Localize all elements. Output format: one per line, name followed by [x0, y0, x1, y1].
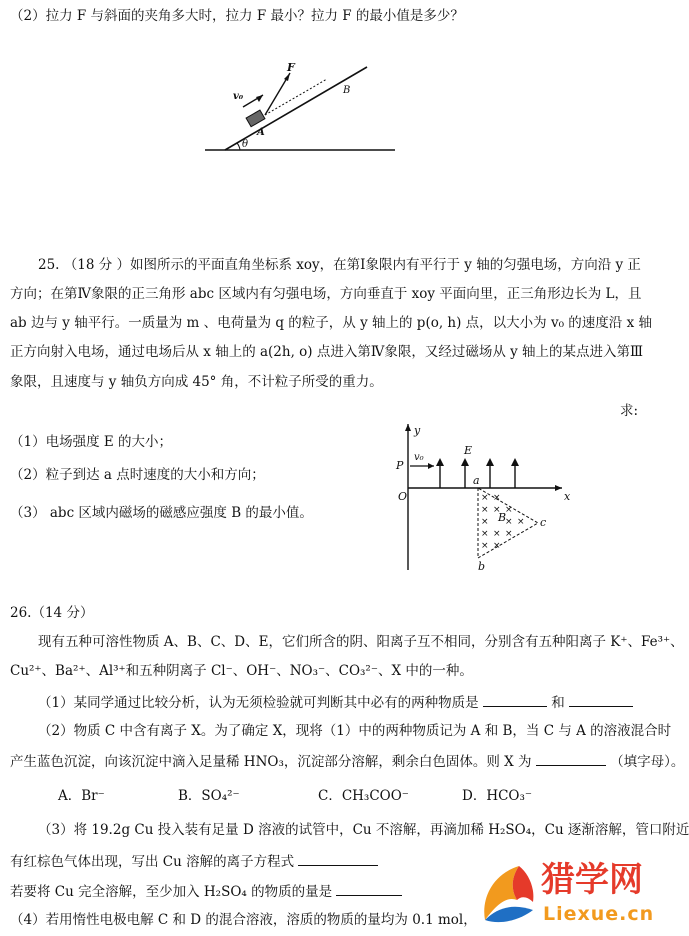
label-B: B	[343, 85, 351, 96]
q26-sub2-line2	[10, 751, 684, 772]
q26-sub2-text: 产生蓝色沉淀，向该沉淀中滴入足量稀 HNO₃，沉淀部分溶解，剩余白色固体。则 X 为	[10, 754, 532, 770]
svg-text:×: ×	[493, 541, 501, 551]
coordinate-figure	[390, 420, 580, 580]
answer-blank-5[interactable]	[336, 881, 402, 896]
label-F: F	[287, 61, 295, 74]
theta-arc	[237, 143, 240, 150]
dotted-extension	[265, 79, 327, 115]
q25-line5: 象限，且速度与 y 轴负方向成 45° 角，不计粒子所受的重力。	[10, 374, 383, 390]
liexue-watermark	[477, 860, 655, 932]
q26-sub3-line3	[10, 881, 402, 902]
q26-sub1-and: 和	[551, 695, 565, 711]
q26-heading: 26.（14 分）	[10, 605, 94, 621]
q25-ask: 求:	[620, 403, 639, 419]
watermark-url: Liexue.cn	[543, 903, 655, 925]
q25-line4: 正方向射入电场，通过电场后从 x 轴上的 a(2h, o) 点进入第Ⅳ象限，又经过磁场从 y 轴上的某点进入第Ⅲ	[10, 344, 644, 360]
answer-blank-1[interactable]	[483, 692, 547, 707]
answer-blank-3[interactable]	[536, 751, 606, 766]
q26-sub3-text: 有红棕色气体出现，写出 Cu 溶解的离子方程式	[10, 854, 295, 870]
svg-text:×: ×	[481, 505, 489, 515]
incline-surface	[225, 67, 367, 150]
svg-text:×: ×	[481, 493, 489, 503]
option-A: A．Br⁻	[58, 788, 105, 804]
label-O: O	[398, 490, 408, 503]
label-v0: v₀	[233, 91, 244, 102]
label-y: y	[414, 424, 421, 437]
svg-text:×: ×	[505, 529, 513, 539]
q26-sub1-text: （1）某同学通过比较分析，认为无须检验就可判断其中必有的两种物质是	[38, 695, 479, 711]
svg-text:×: ×	[493, 505, 501, 515]
watermark-name: 猎学网	[541, 860, 643, 900]
label-E: E	[464, 444, 473, 457]
svg-text:×: ×	[481, 529, 489, 539]
q25-sub1: （1）电场强度 E 的大小；	[10, 434, 173, 450]
q25-line1: 25. （18 分 ）如图所示的平面直角坐标系 xoy，在第Ⅰ象限内有平行于 y 轴的匀强电场，方向沿 y 正	[38, 257, 641, 273]
svg-text:×: ×	[493, 529, 501, 539]
answer-blank-2[interactable]	[569, 692, 633, 707]
q25-sub2: （2）粒子到达 a 点时速度的大小和方向；	[10, 467, 265, 483]
q25-line2: 方向；在第Ⅳ象限的正三角形 abc 区域内有匀强电场，方向垂直于 xoy 平面向里，正三角形边长为 L，且	[10, 286, 642, 302]
svg-text:×: ×	[505, 517, 513, 527]
label-theta: θ	[242, 139, 249, 150]
option-D: D．HCO₃⁻	[462, 788, 533, 804]
q26-sub3-line2	[10, 851, 378, 872]
svg-text:×: ×	[505, 505, 513, 515]
liexue-logo-icon	[477, 862, 539, 928]
svg-text:×: ×	[481, 517, 489, 527]
q25-line3: ab 边与 y 轴平行。一质量为 m 、电荷量为 q 的粒子，从 y 轴上的 p(o, h) 点，以大小为 v₀ 的速度沿 x 轴	[10, 315, 652, 331]
incline-figure	[195, 55, 395, 155]
q26-para1: 现有五种可溶性物质 A、B、C、D、E，它们所含的阴、阳离子互不相同，分别含有五种阳离子 K⁺、Fe³⁺、	[38, 634, 684, 650]
block-A	[246, 110, 265, 127]
label-v0: v₀	[414, 452, 424, 463]
label-c: c	[540, 516, 547, 529]
label-b: b	[478, 560, 486, 573]
answer-blank-4[interactable]	[298, 851, 378, 866]
q25-sub3: （3） abc 区域内磁场的磁感应强度 B 的最小值。	[10, 505, 313, 521]
q26-sub3-moles-text: 若要将 Cu 完全溶解，至少加入 H₂SO₄ 的物质的量是	[10, 884, 333, 900]
label-P: P	[396, 459, 404, 472]
label-A: A	[257, 127, 265, 138]
q26-sub4: （4）若用惰性电极电解 C 和 D 的混合溶液，溶质的物质的量均为 0.1 mol，	[10, 912, 477, 928]
option-C: C．CH₃COO⁻	[318, 788, 409, 804]
q26-sub2-tail: （填字母）。	[610, 754, 685, 770]
label-x: x	[564, 490, 571, 503]
label-a: a	[473, 474, 480, 487]
q26-sub3-line1: （3）将 19.2g Cu 投入装有足量 D 溶液的试管中，Cu 不溶解，再滴加稀 H₂SO₄，Cu 逐渐溶解，管口附近	[38, 822, 689, 838]
q26-sub1	[38, 692, 633, 713]
label-B: B	[498, 511, 507, 524]
option-B: B．SO₄²⁻	[178, 788, 240, 804]
svg-text:×: ×	[493, 493, 501, 503]
q24-part2: （2）拉力 F 与斜面的夹角多大时，拉力 F 最小？拉力 F 的最小值是多少？	[10, 8, 464, 24]
svg-text:×: ×	[517, 517, 525, 527]
svg-text:×: ×	[481, 541, 489, 551]
q26-sub2-line1: （2）物质 C 中含有离子 X。为了确定 X，现将（1）中的两种物质记为 A 和 B，当 C 与 A 的溶液混合时	[38, 723, 672, 739]
q26-para2: Cu²⁺、Ba²⁺、Al³⁺和五种阴离子 Cl⁻、OH⁻、NO₃⁻、CO₃²⁻、X 中的一种。	[10, 663, 473, 679]
